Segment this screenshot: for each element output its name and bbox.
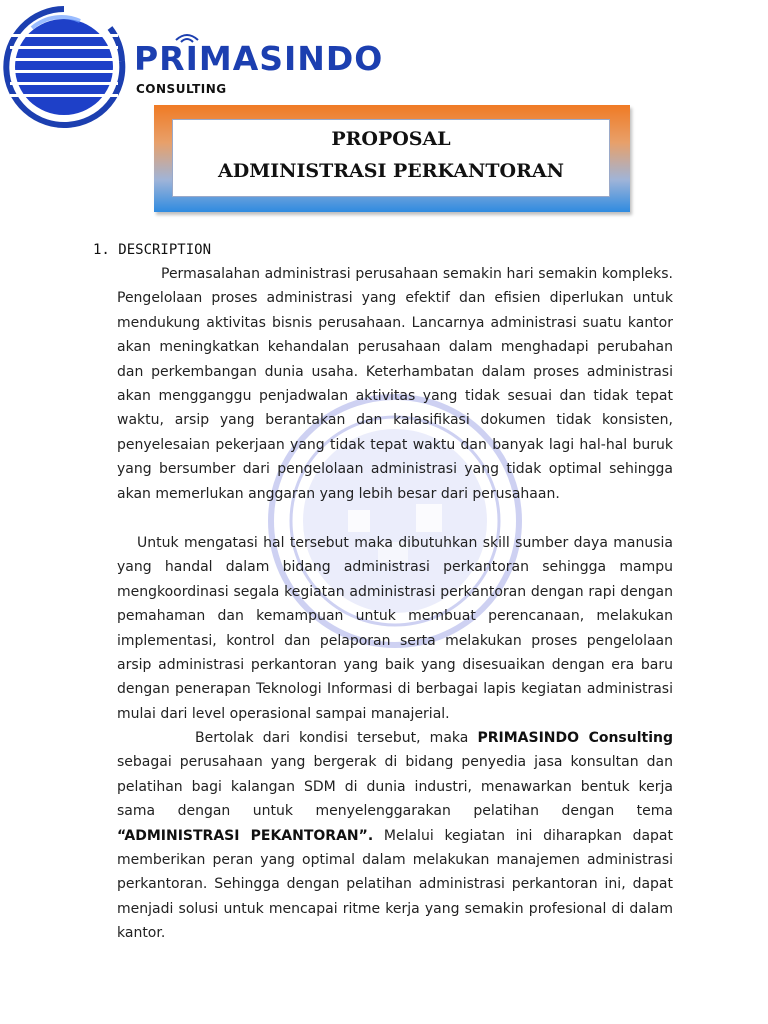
globe-logo-icon <box>2 6 132 128</box>
brand-subtitle: CONSULTING <box>136 82 227 96</box>
title-proposal: PROPOSAL <box>331 128 451 150</box>
section-heading: 1. DESCRIPTION <box>93 242 212 258</box>
paragraph-3-theme: “ADMINISTRASI PEKANTORAN”. <box>117 827 374 844</box>
paragraph-1: Permasalahan administrasi perusahaan semakin hari semakin kompleks. Pengelolaan proses administrasi yang efektif dan efisien diperlukan untuk mendukung aktivitas bisnis perusahaan. Lancarnya administrasi suatu kantor akan meningkatkan kehandalan perusahaan dalam menghadapi perubahan dan perkembangan dunia usaha. Keterhambatan dalam proses administrasi akan mengganggu penjadwalan aktivitas yang tidak sesuai dan tidak tepat waktu, arsip yang berantakan dan kalasifikasi dokumen tidak konsisten, penyelesaian pekerjaan yang tidak tepat waktu dan banyak lagi hal-hal buruk yang bersumber dari pengelolaan administrasi yang tidak optimal sehingga akan memerlukan anggaran yang lebih besar dari perusahaan. <box>117 266 673 502</box>
paragraph-2: Untuk mengatasi hal tersebut maka dibutuhkan skill sumber daya manusia yang handal dalam bidang administrasi perkantoran sehingga mampu mengkoordinasi segala kegiatan administrasi perkantoran dengan rapi dengan pemahaman dan kemampuan untuk membuat perencanaan, melakukan implementasi, kontrol dan pelaporan serta melakukan proses pengelolaan arsip administrasi perkantoran yang baik yang disesuaikan dengan era baru dengan penerapan Teknologi Informasi di berbagai lapis kegiatan administrasi mulai dari level operasional sampai manajerial. <box>117 535 673 722</box>
title-banner <box>154 105 630 212</box>
paragraph-3 <box>117 726 673 946</box>
title-subject: ADMINISTRASI PERKANTORAN <box>217 160 564 182</box>
paragraph-3-text-c: Melalui kegiatan ini diharapkan dapat memberikan peran yang optimal dalam melakukan manajemen administrasi perkantoran. Sehingga dengan pelatihan administrasi perkantoran ini, dapat menjadi solusi untuk mencapai ritme kerja yang semakin profesional di dalam kantor. <box>117 827 673 942</box>
paragraph-3-company: PRIMASINDO Consulting <box>477 730 673 746</box>
paragraph-3-text-a: Bertolak dari kondisi tersebut, maka <box>195 730 478 746</box>
title-panel <box>172 119 610 197</box>
paragraph-3-text-b: sebagai perusahaan yang bergerak di bidang penyedia jasa konsultan dan pelatihan bagi kalangan SDM di dunia industri, menawarkan bentuk kerja sama dengan untuk menyelenggarakan pelatihan dengan tema <box>117 754 673 820</box>
brand-name: PRIMASINDO <box>134 39 384 78</box>
